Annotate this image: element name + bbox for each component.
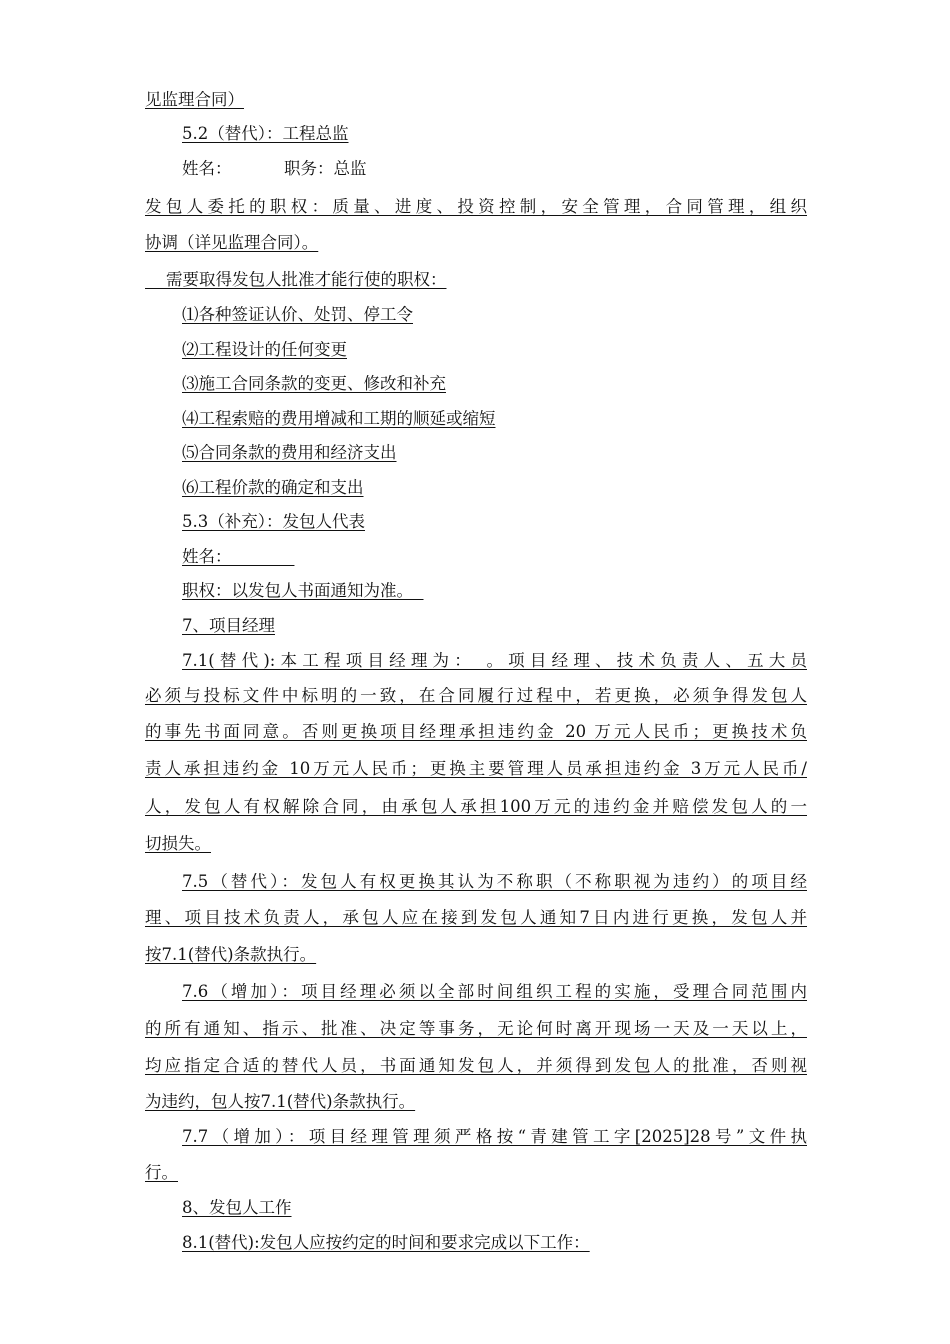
text-line: 责人承担违约金 10万元人民币；更换主要管理人员承担违约金 3万元人民币/ [145, 759, 807, 778]
text-line: 7.1(替代):本工程项目经理为： 。项目经理、技术负责人、五大员 [182, 651, 807, 670]
text-line: 的事先书面同意。否则更换项目经理承担违约金 20 万元人民币；更换技术负 [145, 722, 807, 741]
list-item: ⑵工程设计的任何变更 [182, 340, 347, 359]
text-line: 7.5（替代）：发包人有权更换其认为不称职（不称职视为违约）的项目经 [182, 872, 807, 891]
clause-5-2-heading: 5.2（替代）：工程总监 [182, 124, 349, 143]
name-title-line: 姓名： 职务：总监 [182, 159, 367, 178]
text-line: 协调（详见监理合同）。 [145, 233, 319, 252]
text-line: 7.6（增加）：项目经理必须以全部时间组织工程的实施，受理合同范围内 [182, 982, 807, 1001]
list-item: ⑷工程索赔的费用增减和工期的顺延或缩短 [182, 409, 496, 428]
list-item: ⑹工程价款的确定和支出 [182, 478, 364, 497]
text-line: 行。 [145, 1163, 178, 1182]
text-line: 理、项目技术负责人，承包人应在接到发包人通知7日内进行更换，发包人并 [145, 908, 807, 927]
name-line: 姓名： [182, 547, 295, 566]
text-line: 必须与投标文件中标明的一致，在合同履行过程中，若更换，必须争得发包人 [145, 686, 807, 705]
authority-line: 职权：以发包人书面通知为准。 [182, 581, 424, 600]
text-line: 见监理合同） [145, 90, 244, 109]
list-item: ⑸合同条款的费用和经济支出 [182, 443, 397, 462]
section-7-heading: 7、项目经理 [182, 616, 275, 635]
list-item: ⑶施工合同条款的变更、修改和补充 [182, 374, 446, 393]
text-line: 为违约，包人按7.1(替代)条款执行。 [145, 1092, 416, 1111]
text-line: 8.1(替代):发包人应按约定的时间和要求完成以下工作： [182, 1233, 590, 1252]
text-line: 7.7（增加）：项目经理管理须严格按“青建管工字[2025]28号”文件执 [182, 1127, 807, 1146]
list-item: ⑴各种签证认价、处罚、停工令 [182, 305, 413, 324]
section-8-heading: 8、发包人工作 [182, 1198, 292, 1217]
text-line: 按7.1(替代)条款执行。 [145, 945, 317, 964]
text-line: 切损失。 [145, 834, 211, 853]
text-line: 发包人委托的职权：质量、进度、投资控制，安全管理，合同管理，组织 [145, 197, 807, 216]
text-line: 人，发包人有权解除合同，由承包人承担100万元的违约金并赔偿发包人的一 [145, 797, 807, 816]
text-line: 需要取得发包人批准才能行使的职权： [145, 270, 447, 289]
text-line: 的所有通知、指示、批准、决定等事务，无论何时离开现场一天及一天以上， [145, 1019, 807, 1038]
clause-5-3-heading: 5.3（补充）：发包人代表 [182, 512, 365, 531]
text-line: 均应指定合适的替代人员，书面通知发包人，并须得到发包人的批准，否则视 [145, 1056, 807, 1075]
